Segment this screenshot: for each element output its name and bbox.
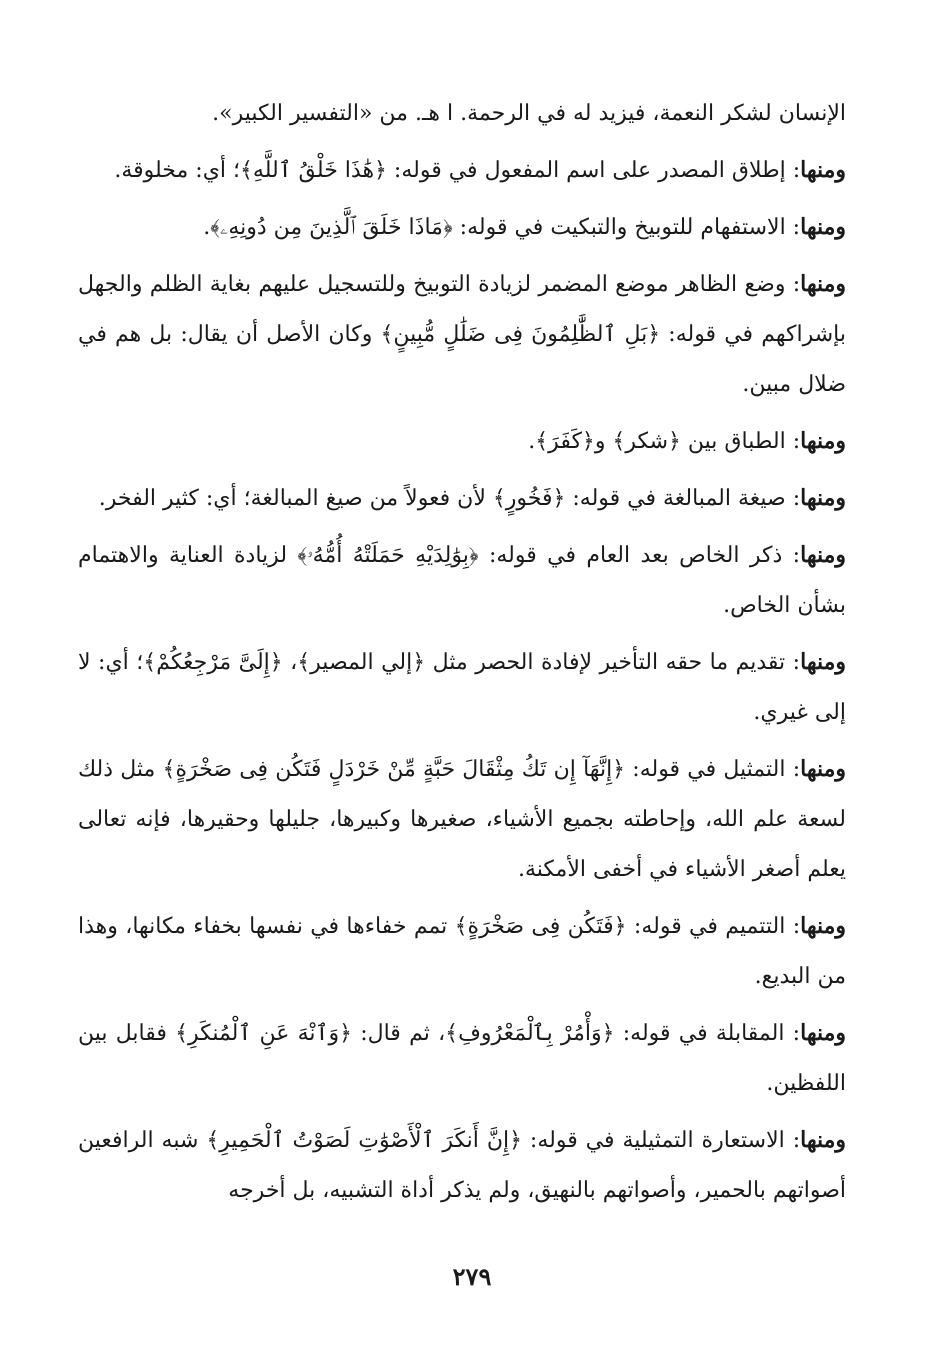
- paragraph-text: : الاستفهام للتوبيخ والتبكيت في قوله: ﴿مَاذَا خَلَقَ ٱلَّذِينَ مِن دُونِهِۦ﴾.: [203, 215, 801, 240]
- paragraph-7: [78, 530, 846, 631]
- paragraph-lead: ومنها: [800, 649, 846, 675]
- paragraph-1: [78, 88, 846, 139]
- paragraph-lead: ومنها: [800, 485, 846, 511]
- paragraph-lead: ومنها: [800, 1020, 846, 1046]
- paragraph-3: [78, 202, 846, 253]
- paragraph-8: [78, 637, 846, 738]
- paragraph-text: : التمثيل في قوله: ﴿إِنَّهَآ إِن تَكُ مِثْقَالَ حَبَّةٍ مِّنْ خَرْدَلٍ فَتَكُن فِى صَخْرَةٍ﴾ مثل ذلك لسعة علم الله، وإحاطته بجميع الأشياء، صغيرها وكبيرها، جليلها وحقيرها، فإنه تعالى يعلم أصغر الأشياء في أخفى الأمكنة.: [78, 757, 846, 882]
- paragraph-lead: ومنها: [800, 428, 846, 454]
- paragraph-text: : المقابلة في قوله: ﴿وَأْمُرْ بِٱلْمَعْرُوفِ﴾، ثم قال: ﴿وَٱنْهَ عَنِ ٱلْمُنكَرِ﴾ فقابل بين اللفظين.: [78, 1021, 846, 1096]
- paragraph-lead: ومنها: [800, 913, 846, 939]
- paragraph-5: [78, 416, 846, 467]
- paragraph-9: [78, 744, 846, 895]
- page-number: ٢٧٩: [452, 1262, 492, 1291]
- paragraph-text: : ذكر الخاص بعد العام في قوله: ﴿بِوَٰلِدَيْهِ حَمَلَتْهُ أُمُّهُۥ﴾ لزيادة العناية والاهتمام بشأن الخاص.: [78, 543, 846, 618]
- paragraph-lead: ومنها: [800, 1127, 846, 1153]
- paragraph-2: [78, 145, 846, 196]
- paragraph-text: الإنسان لشكر النعمة، فيزيد له في الرحمة. ا هـ. من «التفسير الكبير».: [212, 101, 846, 126]
- paragraph-10: [78, 901, 846, 1002]
- paragraph-text: : الطباق بين ﴿شكر﴾ و﴿كَفَرَ﴾.: [528, 429, 801, 454]
- paragraph-text: : وضع الظاهر موضع المضمر لزيادة التوبيخ وللتسجيل عليهم بغاية الظلم والجهل بإشراكهم في قوله: ﴿بَلِ ٱلظَّٰلِمُونَ فِى ضَلَٰلٍ مُّبِينٍ﴾ وكان الأصل أن يقال: بل هم في ضلال مبين.: [78, 272, 846, 397]
- paragraph-text: : صيغة المبالغة في قوله: ﴿فَخُورٍ﴾ لأن فعولاً من صيغ المبالغة؛ أي: كثير الفخر.: [98, 486, 801, 511]
- paragraph-lead: ومنها: [800, 756, 846, 782]
- body-text: [78, 88, 846, 1222]
- paragraph-4: [78, 259, 846, 410]
- paragraph-text: : الاستعارة التمثيلية في قوله: ﴿إِنَّ أَنكَرَ ٱلْأَصْوَٰتِ لَصَوْتُ ٱلْحَمِيرِ﴾ شبه الرافعين أصواتهم بالحمير، وأصواتهم بالنهيق، ولم يذكر أداة التشبيه، بل أخرجه: [78, 1128, 846, 1203]
- paragraph-lead: ومنها: [800, 157, 846, 183]
- paragraph-lead: ومنها: [800, 214, 846, 240]
- paragraph-text: : التتميم في قوله: ﴿فَتَكُن فِى صَخْرَةٍ﴾ تمم خفاءها في نفسها بخفاء مكانها، وهذا من البديع.: [78, 914, 846, 989]
- paragraph-text: : إطلاق المصدر على اسم المفعول في قوله: ﴿هَٰذَا خَلْقُ ٱللَّهِ﴾؛ أي: مخلوقة.: [114, 158, 801, 183]
- paragraph-12: [78, 1115, 846, 1216]
- paragraph-text: : تقديم ما حقه التأخير لإفادة الحصر مثل ﴿إلي المصير﴾، ﴿إِلَىَّ مَرْجِعُكُمْ﴾؛ أي: لا إلى غيري.: [78, 650, 846, 725]
- paragraph-lead: ومنها: [800, 542, 846, 568]
- paragraph-11: [78, 1008, 846, 1109]
- paragraph-lead: ومنها: [800, 271, 846, 297]
- paragraph-6: [78, 473, 846, 524]
